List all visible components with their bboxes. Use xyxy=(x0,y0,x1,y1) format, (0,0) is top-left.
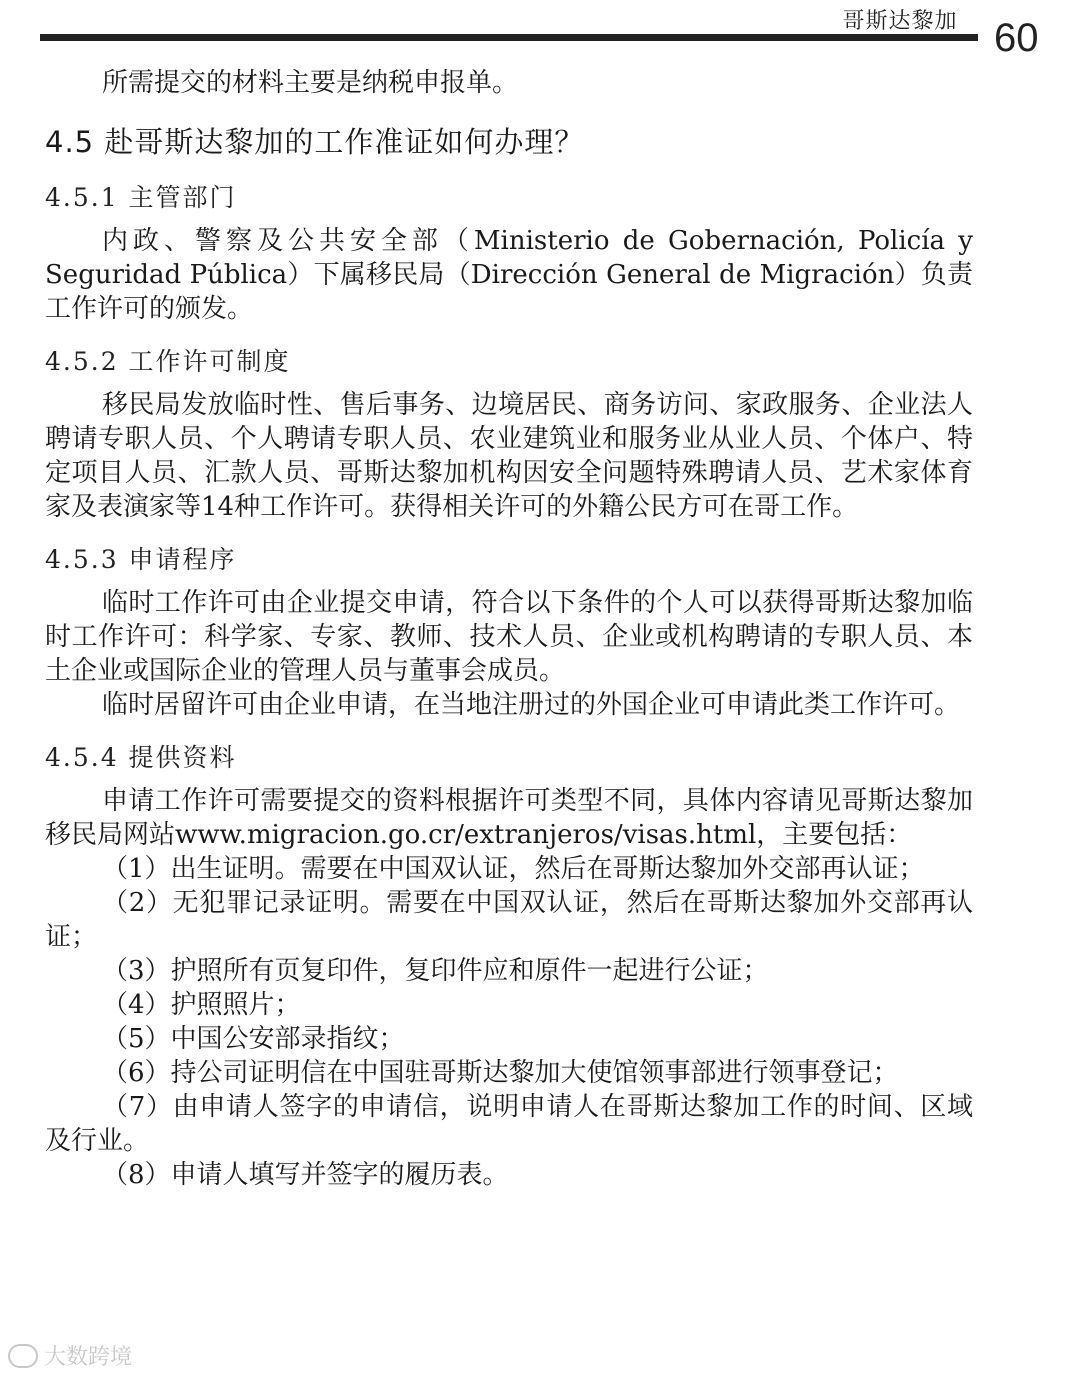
subsection-title-4-5-3: 4.5.3 申请程序 xyxy=(45,545,237,574)
materials-list xyxy=(45,852,973,1192)
page-content xyxy=(45,66,973,1192)
permit-system-paragraph: 移民局发放临时性、售后事务、边境居民、商务访问、家政服务、企业法人聘请专职人员、个人聘请专职人员、农业建筑业和服务业从业人员、个体户、特定项目人员、汇款人员、哥斯达黎加机构因安全问题特殊聘请人员、艺术家体育家及表演家等14种工作许可。获得相关许可的外籍公民方可在哥工作。 xyxy=(45,390,973,522)
list-item: （5）中国公安部录指纹； xyxy=(102,1024,405,1054)
watermark-text: 大数跨境 xyxy=(44,1345,133,1370)
subsection-title-4-5-4: 4.5.4 提供资料 xyxy=(45,743,237,772)
list-item: （3）护照所有页复印件，复印件应和原件一起进行公证； xyxy=(102,956,769,986)
list-item: （1）出生证明。需要在中国双认证，然后在哥斯达黎加外交部再认证； xyxy=(102,854,925,884)
header-rule xyxy=(40,34,978,41)
list-item: （6）持公司证明信在中国驻哥斯达黎加大使馆领事部进行领事登记； xyxy=(102,1058,899,1088)
running-header-title: 哥斯达黎加 xyxy=(842,9,958,34)
intro-paragraph: 所需提交的材料主要是纳税申报单。 xyxy=(102,68,519,98)
list-item: （7）由申请人签字的申请信，说明申请人在哥斯达黎加工作的时间、区域及行业。 xyxy=(45,1092,973,1156)
list-item: （8）申请人填写并签字的履历表。 xyxy=(102,1160,509,1190)
subsection-title-4-5-1: 4.5.1 主管部门 xyxy=(45,183,237,212)
watermark-logo-icon xyxy=(8,1344,38,1368)
procedure-paragraph-1: 临时工作许可由企业提交申请，符合以下条件的个人可以获得哥斯达黎加临时工作许可：科学家、专家、教师、技术人员、企业或机构聘请的专职人员、本土企业或国际企业的管理人员与董事会成员。 xyxy=(45,588,973,686)
materials-paragraph: 申请工作许可需要提交的资料根据许可类型不同，具体内容请见哥斯达黎加移民局网站www.migracion.go.cr/extranjeros/visas.html，主要包括： xyxy=(45,786,973,850)
list-item: （4）护照照片； xyxy=(102,990,301,1020)
authority-paragraph: 内政、警察及公共安全部（Ministerio de Gobernación, Policía y Seguridad Pública）下属移民局（Dirección General de Migración）负责工作许可的颁发。 xyxy=(45,226,973,324)
section-title: 4.5 赴哥斯达黎加的工作准证如何办理？ xyxy=(45,125,585,159)
watermark xyxy=(8,1340,132,1371)
subsection-title-4-5-2: 4.5.2 工作许可制度 xyxy=(45,347,291,376)
page-number: 60 xyxy=(994,16,1039,60)
list-item: （2）无犯罪记录证明。需要在中国双认证，然后在哥斯达黎加外交部再认证； xyxy=(45,888,973,952)
procedure-paragraph-2: 临时居留许可由企业申请，在当地注册过的外国企业可申请此类工作许可。 xyxy=(102,690,961,720)
